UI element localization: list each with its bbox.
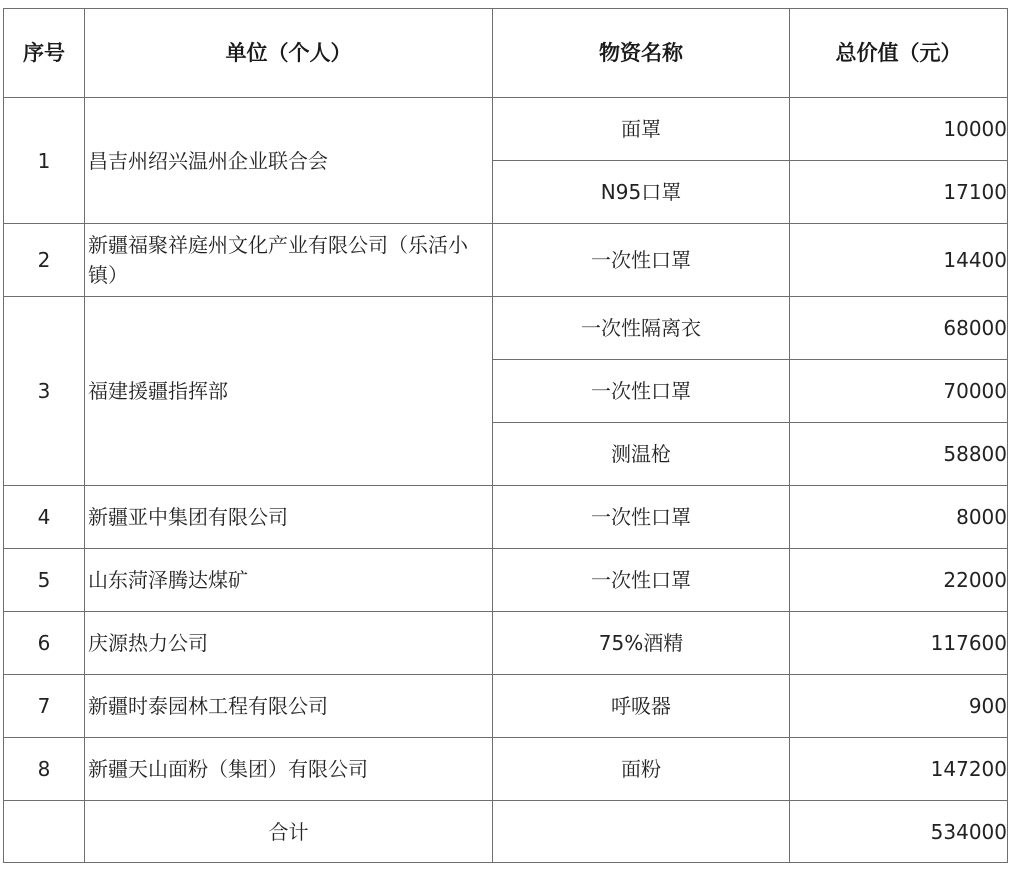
- table-row: [4, 738, 1008, 801]
- item-name: 一次性隔离衣: [493, 297, 790, 360]
- item-value: 8000: [790, 486, 1008, 549]
- item-value: 17100: [790, 161, 1008, 224]
- item-name: 面罩: [493, 98, 790, 161]
- total-row: [4, 801, 1008, 863]
- total-item-cell: [493, 801, 790, 863]
- item-name: 一次性口罩: [493, 360, 790, 423]
- table-row: [4, 549, 1008, 612]
- row-number: 6: [4, 612, 85, 675]
- unit-name: 庆源热力公司: [85, 612, 493, 675]
- header-item: 物资名称: [493, 9, 790, 98]
- total-no-cell: [4, 801, 85, 863]
- donation-table-container: [3, 8, 1008, 863]
- total-label: 合计: [85, 801, 493, 863]
- item-value: 14400: [790, 224, 1008, 297]
- item-value: 900: [790, 675, 1008, 738]
- item-value: 147200: [790, 738, 1008, 801]
- table-row: [4, 675, 1008, 738]
- table-row: [4, 612, 1008, 675]
- item-name: 一次性口罩: [493, 549, 790, 612]
- header-no: 序号: [4, 9, 85, 98]
- table-row: [4, 98, 1008, 161]
- unit-name: 新疆时泰园林工程有限公司: [85, 675, 493, 738]
- table-row: [4, 486, 1008, 549]
- row-number: 3: [4, 297, 85, 486]
- unit-name: 新疆亚中集团有限公司: [85, 486, 493, 549]
- item-value: 70000: [790, 360, 1008, 423]
- unit-name: 昌吉州绍兴温州企业联合会: [85, 98, 493, 224]
- unit-name: 新疆福聚祥庭州文化产业有限公司（乐活小镇）: [85, 224, 493, 297]
- item-value: 117600: [790, 612, 1008, 675]
- header-row: [4, 9, 1008, 98]
- header-value: 总价值（元）: [790, 9, 1008, 98]
- donation-table: [3, 8, 1008, 863]
- item-name: 测温枪: [493, 423, 790, 486]
- item-name: 一次性口罩: [493, 486, 790, 549]
- item-value: 58800: [790, 423, 1008, 486]
- item-name: 呼吸器: [493, 675, 790, 738]
- row-number: 1: [4, 98, 85, 224]
- total-value: 534000: [790, 801, 1008, 863]
- unit-name: 山东菏泽腾达煤矿: [85, 549, 493, 612]
- row-number: 8: [4, 738, 85, 801]
- item-name: 75%酒精: [493, 612, 790, 675]
- item-value: 68000: [790, 297, 1008, 360]
- row-number: 5: [4, 549, 85, 612]
- unit-name: 福建援疆指挥部: [85, 297, 493, 486]
- table-row: [4, 297, 1008, 360]
- header-unit: 单位（个人）: [85, 9, 493, 98]
- unit-name: 新疆天山面粉（集团）有限公司: [85, 738, 493, 801]
- item-name: N95口罩: [493, 161, 790, 224]
- item-value: 22000: [790, 549, 1008, 612]
- item-name: 一次性口罩: [493, 224, 790, 297]
- row-number: 4: [4, 486, 85, 549]
- item-name: 面粉: [493, 738, 790, 801]
- row-number: 2: [4, 224, 85, 297]
- item-value: 10000: [790, 98, 1008, 161]
- row-number: 7: [4, 675, 85, 738]
- table-row: [4, 224, 1008, 297]
